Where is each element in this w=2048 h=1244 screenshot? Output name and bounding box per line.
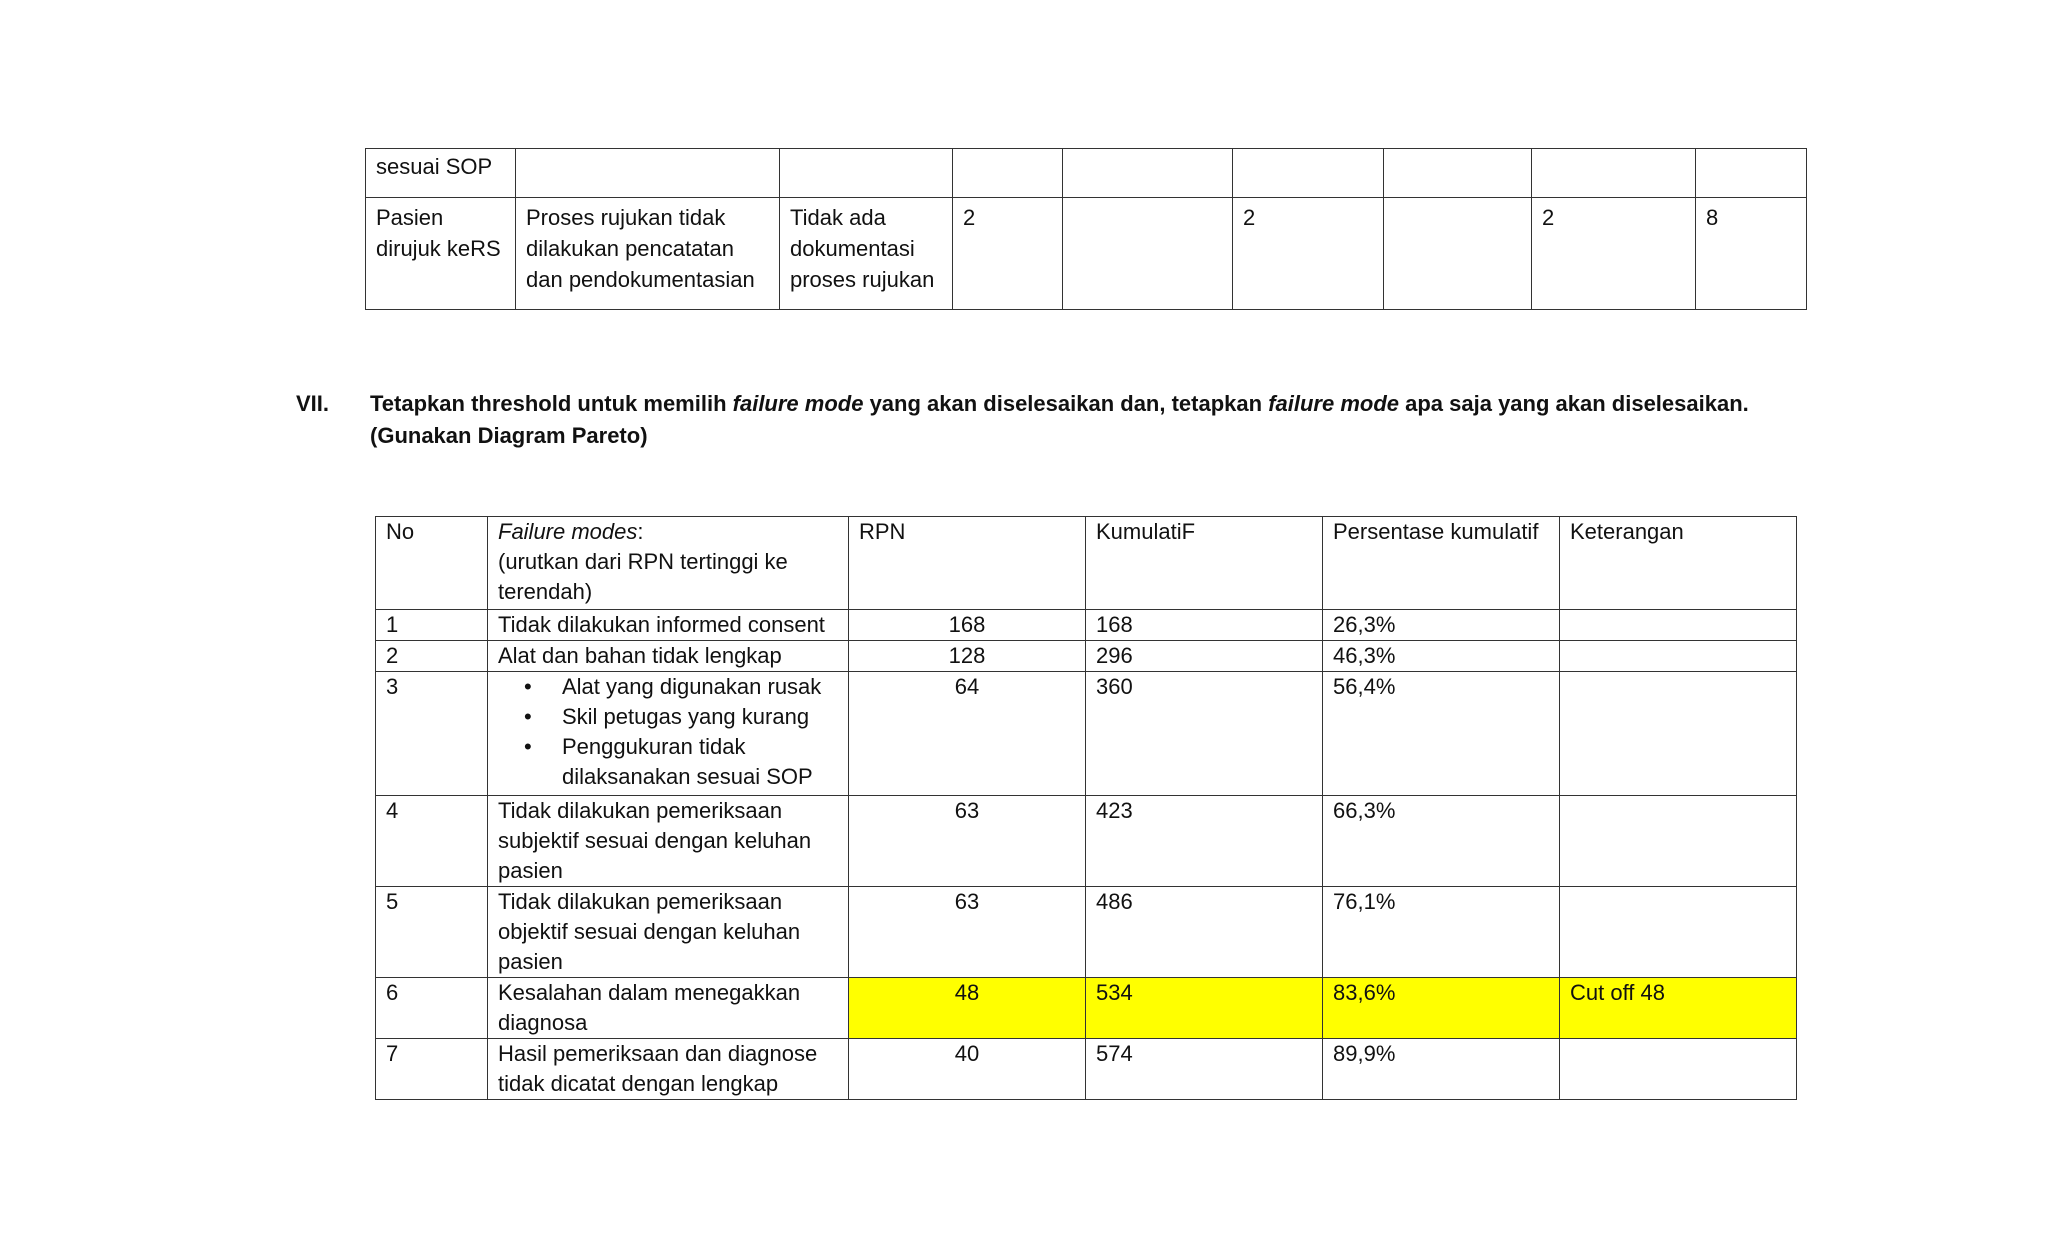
- table-header-row: [376, 517, 1797, 610]
- cell-mode: Alat dan bahan tidak lengkap: [488, 641, 849, 672]
- cell-line: dan pendokumentasian: [526, 267, 755, 292]
- cell-keterangan: [1560, 796, 1797, 887]
- table-row-highlighted: [376, 978, 1797, 1039]
- cell-persentase: 26,3%: [1323, 610, 1560, 641]
- cell-line: dilakukan pencatatan: [526, 236, 734, 261]
- table-cell: 2: [1532, 198, 1696, 310]
- cell-line: proses rujukan: [790, 267, 935, 292]
- cell-persentase: 66,3%: [1323, 796, 1560, 887]
- cell-rpn: 64: [849, 672, 1086, 796]
- table-cell: 2: [953, 198, 1063, 310]
- heading-text: apa saja yang akan diselesaikan. (Gunakan Diagram Pareto): [370, 391, 1749, 448]
- bullet-icon: •: [524, 674, 532, 699]
- cell-keterangan: [1560, 641, 1797, 672]
- table-cell: [1384, 149, 1532, 198]
- header-emphasis: Failure modes: [498, 519, 638, 544]
- cell-persentase: 46,3%: [1323, 641, 1560, 672]
- bullet-icon: •: [524, 734, 532, 759]
- table-cell: 2: [1233, 198, 1384, 310]
- header-cell-keterangan: Keterangan: [1560, 517, 1797, 610]
- list-item-text: Alat yang digunakan rusak: [562, 674, 822, 699]
- cell-no: 3: [376, 672, 488, 796]
- heading-emphasis: failure mode: [1268, 391, 1399, 416]
- cell-no: 7: [376, 1039, 488, 1100]
- cell-mode: Tidak dilakukan pemeriksaan objektif sesuai dengan keluhan pasien: [488, 887, 849, 978]
- cell-mode: Kesalahan dalam menegakkan diagnosa: [488, 978, 849, 1039]
- heading-text: Tetapkan threshold untuk memilih: [370, 391, 733, 416]
- cell-line: Pasien: [376, 205, 444, 230]
- cell-rpn: 48: [849, 978, 1086, 1039]
- table-cell: [1696, 149, 1807, 198]
- cell-keterangan: Cut off 48: [1560, 978, 1797, 1039]
- cell-kumulatif: 296: [1086, 641, 1323, 672]
- cell-no: 6: [376, 978, 488, 1039]
- heading-text: yang akan diselesaikan dan, tetapkan: [863, 391, 1269, 416]
- table-row: [376, 796, 1797, 887]
- table-row: [376, 1039, 1797, 1100]
- cell-kumulatif: 534: [1086, 978, 1323, 1039]
- list-item: [488, 732, 838, 792]
- cell-rpn: 63: [849, 796, 1086, 887]
- cell-rpn: 40: [849, 1039, 1086, 1100]
- cell-keterangan: [1560, 1039, 1797, 1100]
- table-cell: [1063, 149, 1233, 198]
- list-item-text: Penggukuran tidak dilaksanakan sesuai SOP: [562, 734, 813, 789]
- cell-keterangan: [1560, 672, 1797, 796]
- header-cell-failure-modes: [488, 517, 849, 610]
- section-number: VII.: [296, 391, 330, 416]
- table-row: [376, 672, 1797, 796]
- table-cell: [1532, 149, 1696, 198]
- table-cell: [1063, 198, 1233, 310]
- bullet-icon: •: [524, 704, 532, 729]
- cell-no: 2: [376, 641, 488, 672]
- cell-line: dokumentasi: [790, 236, 915, 261]
- fmea-table-continued: [365, 148, 1807, 310]
- cell-line: Proses rujukan tidak: [526, 205, 726, 230]
- table-cell: [366, 198, 516, 310]
- cell-no: 1: [376, 610, 488, 641]
- cell-line: dirujuk keRS: [376, 236, 501, 261]
- cell-no: 4: [376, 796, 488, 887]
- heading-emphasis: failure mode: [732, 391, 864, 416]
- header-cell-no: No: [376, 517, 488, 610]
- table-cell: [516, 149, 780, 198]
- table-cell: 8: [1696, 198, 1807, 310]
- cell-kumulatif: 423: [1086, 796, 1323, 887]
- table-cell: [1233, 149, 1384, 198]
- header-subtext: (urutkan dari RPN tertinggi ke terendah): [498, 549, 788, 604]
- header-cell-persentase: Persentase kumulatif: [1323, 517, 1560, 610]
- list-item-text: Skil petugas yang kurang: [562, 704, 810, 729]
- header-cell-kumulatif: KumulatiF: [1086, 517, 1323, 610]
- cell-persentase: 76,1%: [1323, 887, 1560, 978]
- cell-persentase: 56,4%: [1323, 672, 1560, 796]
- cell-keterangan: [1560, 610, 1797, 641]
- table-row: [366, 149, 1807, 198]
- cell-persentase: 89,9%: [1323, 1039, 1560, 1100]
- pareto-table: [375, 516, 1797, 1100]
- cell-keterangan: [1560, 887, 1797, 978]
- list-item: [488, 672, 838, 702]
- cell-rpn: 63: [849, 887, 1086, 978]
- cell-line: Tidak ada: [790, 205, 886, 230]
- table-row: [366, 198, 1807, 310]
- header-text: :: [637, 519, 644, 544]
- list-item: [488, 702, 838, 732]
- table-row: [376, 887, 1797, 978]
- table-cell: [516, 198, 780, 310]
- table-cell: [780, 198, 953, 310]
- cell-mode: Tidak dilakukan informed consent: [488, 610, 849, 641]
- cell-rpn: 128: [849, 641, 1086, 672]
- table-row: [376, 610, 1797, 641]
- bullet-list: [488, 672, 838, 792]
- table-cell: sesuai SOP: [366, 149, 516, 198]
- cell-rpn: 168: [849, 610, 1086, 641]
- table-cell: [953, 149, 1063, 198]
- section-text: [370, 388, 1846, 452]
- table-cell: [1384, 198, 1532, 310]
- cell-kumulatif: 168: [1086, 610, 1323, 641]
- cell-kumulatif: 360: [1086, 672, 1323, 796]
- cell-mode: [488, 672, 849, 796]
- cell-mode: Tidak dilakukan pemeriksaan subjektif sesuai dengan keluhan pasien: [488, 796, 849, 887]
- header-cell-rpn: RPN: [849, 517, 1086, 610]
- cell-persentase: 83,6%: [1323, 978, 1560, 1039]
- table-cell: [780, 149, 953, 198]
- cell-mode: Hasil pemeriksaan dan diagnose tidak dicatat dengan lengkap: [488, 1039, 849, 1100]
- table-row: [376, 641, 1797, 672]
- cell-kumulatif: 574: [1086, 1039, 1323, 1100]
- cell-kumulatif: 486: [1086, 887, 1323, 978]
- cell-no: 5: [376, 887, 488, 978]
